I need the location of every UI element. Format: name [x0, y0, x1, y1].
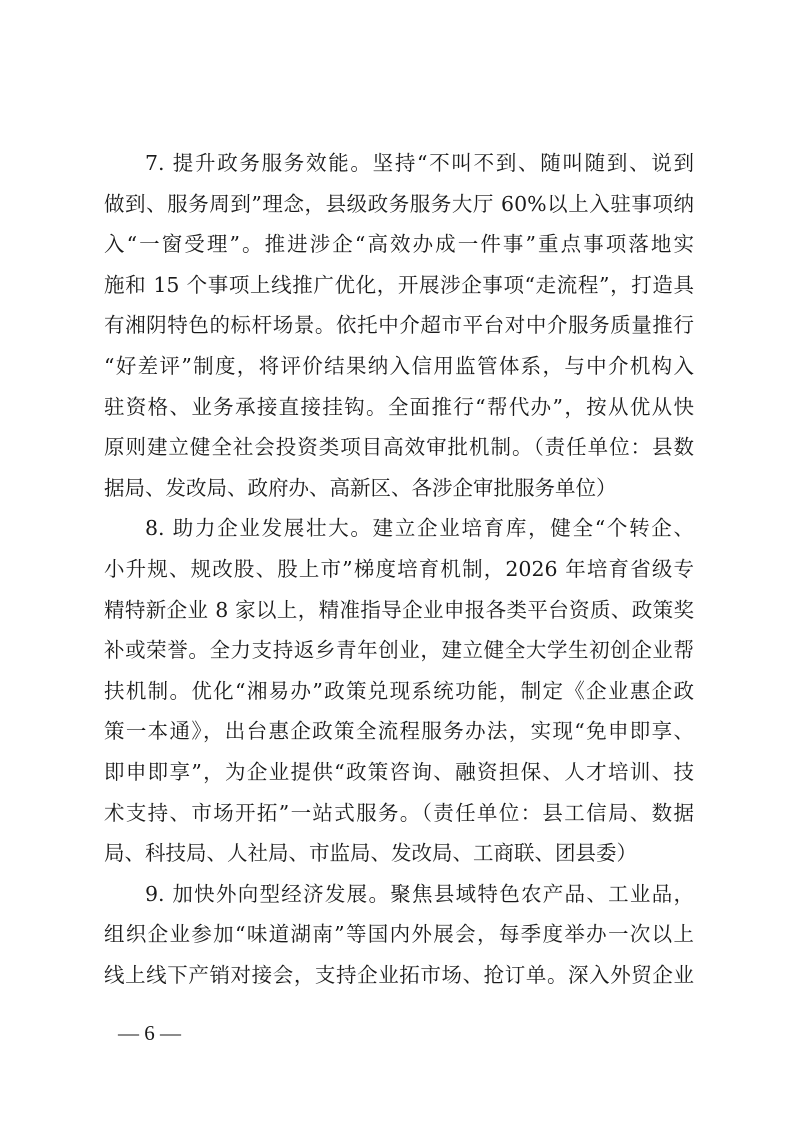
text-line: 入“一窗受理”。推进涉企“高效办成一件事”重点事项落地实: [104, 232, 694, 257]
text-line: 9. 加快外向型经济发展。聚焦县域特色农产品、工业品，: [145, 881, 694, 906]
text-line: 据局、发改局、政府办、高新区、各涉企审批服务单位）: [104, 475, 617, 500]
paragraph-9: [104, 874, 694, 996]
document-body: [104, 143, 694, 995]
text-line: 组织企业参加“味道湖南”等国内外展会，每季度举办一次以上: [104, 922, 694, 947]
text-line: 术支持、市场开拓”一站式服务。（责任单位：县工信局、数据: [104, 800, 694, 825]
text-line: 做到、服务周到”理念，县级政务服务大厅 60%以上入驻事项纳: [104, 191, 694, 216]
page-number: — 6 —: [118, 1021, 181, 1045]
paragraph-8: [104, 508, 694, 873]
text-line: 精特新企业 8 家以上，精准指导企业申报各类平台资质、政策奖: [104, 597, 694, 622]
text-line: 8. 助力企业发展壮大。建立企业培育库，健全“个转企、: [145, 516, 694, 541]
text-line: 策一本通》，出台惠企政策全流程服务办法，实现“免申即享、: [104, 719, 694, 744]
text-line: 局、科技局、人社局、市监局、发改局、工商联、团县委）: [104, 841, 637, 866]
text-line: 线上线下产销对接会，支持企业拓市场、抢订单。深入外贸企业: [104, 962, 694, 987]
text-line: 小升规、规改股、股上市”梯度培育机制，2026 年培育省级专: [104, 556, 694, 581]
text-line: 施和 15 个事项上线推广优化，开展涉企事项“走流程”，打造具: [104, 272, 694, 297]
text-line: 补或荣誉。全力支持返乡青年创业，建立健全大学生初创企业帮: [104, 638, 694, 663]
text-line: 即申即享”，为企业提供“政策咨询、融资担保、人才培训、技: [104, 759, 694, 784]
text-line: 扶机制。优化“湘易办”政策兑现系统功能，制定《企业惠企政: [104, 678, 694, 703]
text-line: 有湘阴特色的标杆场景。依托中介超市平台对中介服务质量推行: [104, 313, 694, 338]
paragraph-7: [104, 143, 694, 508]
text-line: 驻资格、业务承接直接挂钩。全面推行“帮代办”，按从优从快: [104, 394, 694, 419]
text-line: 原则建立健全社会投资类项目高效审批机制。（责任单位：县数: [104, 435, 694, 460]
text-line: “好差评”制度，将评价结果纳入信用监管体系，与中介机构入: [104, 353, 694, 378]
text-line: 7. 提升政务服务效能。坚持“不叫不到、随叫随到、说到: [145, 151, 694, 175]
